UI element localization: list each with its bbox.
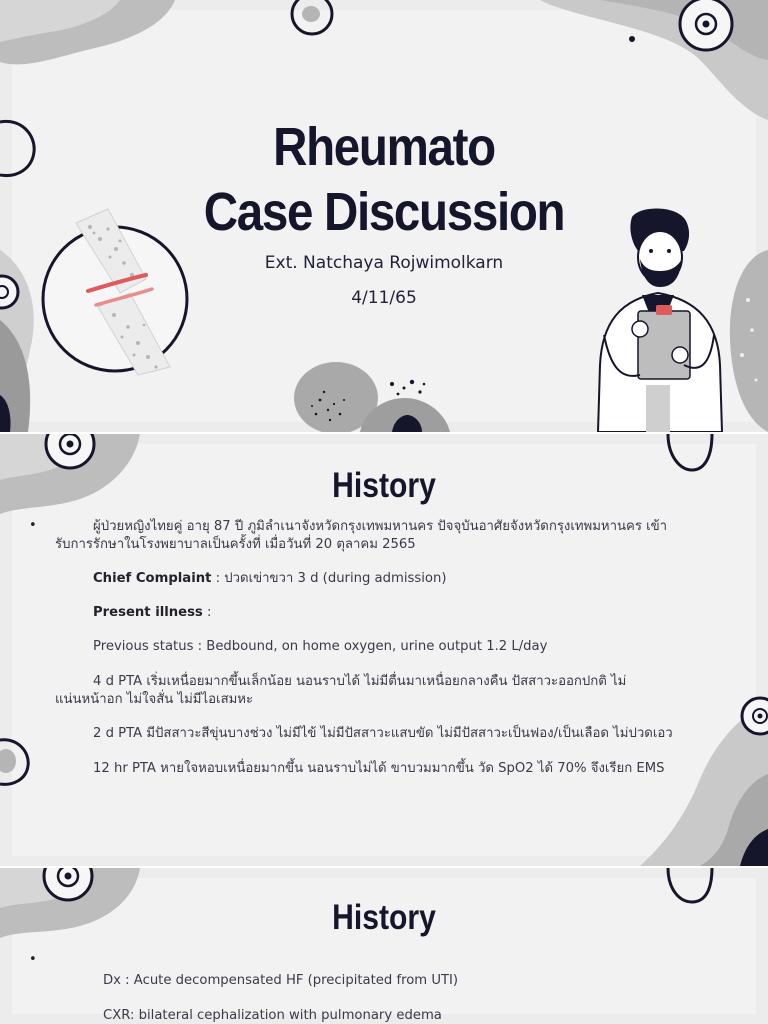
clipboard-icon: [638, 311, 690, 379]
bullet-marker: •: [29, 518, 37, 533]
history-2d: 2 d PTA มีปัสสาวะสีขุ่นบางช่วง ไม่มีไข้ ไม่มีปัสสาวะแสบขัด ไม่มีปัสสาวะเป็นฟอง/เป็นเลือด ไม่ปวดเอว: [93, 726, 673, 741]
presenter-name: Ext. Natchaya Rojwimolkarn: [264, 253, 504, 273]
previous-status: Previous status : Bedbound, on home oxygen, urine output 1.2 L/day: [93, 639, 548, 654]
presentation-date: 4/11/65: [351, 288, 417, 308]
section-heading: History: [332, 466, 436, 505]
history-4d-line-2: แน่นหน้าอก ไม่ใจสั่น ไม่มีไอเสมหะ: [55, 692, 254, 707]
decorative-shapes: [0, 868, 768, 1024]
chief-complaint-text: : ปวดเข่าขวา 3 d (during admission): [211, 571, 447, 586]
slide-title-line2: Case Discussion: [203, 182, 565, 242]
cxr-finding: CXR: bilateral cephalization with pulmonary edema: [103, 1008, 442, 1023]
bullet-marker: •: [29, 952, 37, 967]
history-12hr: 12 hr PTA หายใจหอบเหนื่อยมากขึ้น นอนราบไม่ได้ ขาบวมมากขึ้น วัด SpO2 ได้ 70% จึงเรียก EMS: [93, 761, 665, 776]
section-heading: History: [332, 898, 436, 937]
chief-complaint: [93, 570, 447, 587]
chief-complaint-label: Chief Complaint: [93, 571, 212, 586]
history-slide: [0, 434, 768, 866]
history-4d-line-1: 4 d PTA เริ่มเหนื่อยมากขึ้นเล็กน้อย นอนราบได้ ไม่มีตื่นมาเหนื่อยกลางคืน ปัสสาวะออกปกติ ไม่: [93, 674, 627, 689]
present-illness: [93, 604, 211, 621]
present-illness-label: Present illness: [93, 605, 203, 620]
title-slide: [0, 0, 768, 432]
intro-line-2: รับการรักษาในโรงพยาบาลเป็นครั้งที่ เมื่อวันที่ 20 ตุลาคม 2565: [55, 537, 416, 552]
history-slide-2: [0, 868, 768, 1024]
intro-line-1: ผู้ป่วยหญิงไทยคู่ อายุ 87 ปี ภูมิลำเนาจังหวัดกรุงเทพมหานคร ปัจจุบันอาศัยจังหวัดกรุงเทพมหานคร เข้า: [93, 519, 668, 534]
slide-title-line1: Rheumato: [273, 117, 495, 177]
present-illness-colon: :: [202, 605, 212, 620]
diagnosis: Dx : Acute decompensated HF (precipitated from UTI): [103, 973, 459, 988]
